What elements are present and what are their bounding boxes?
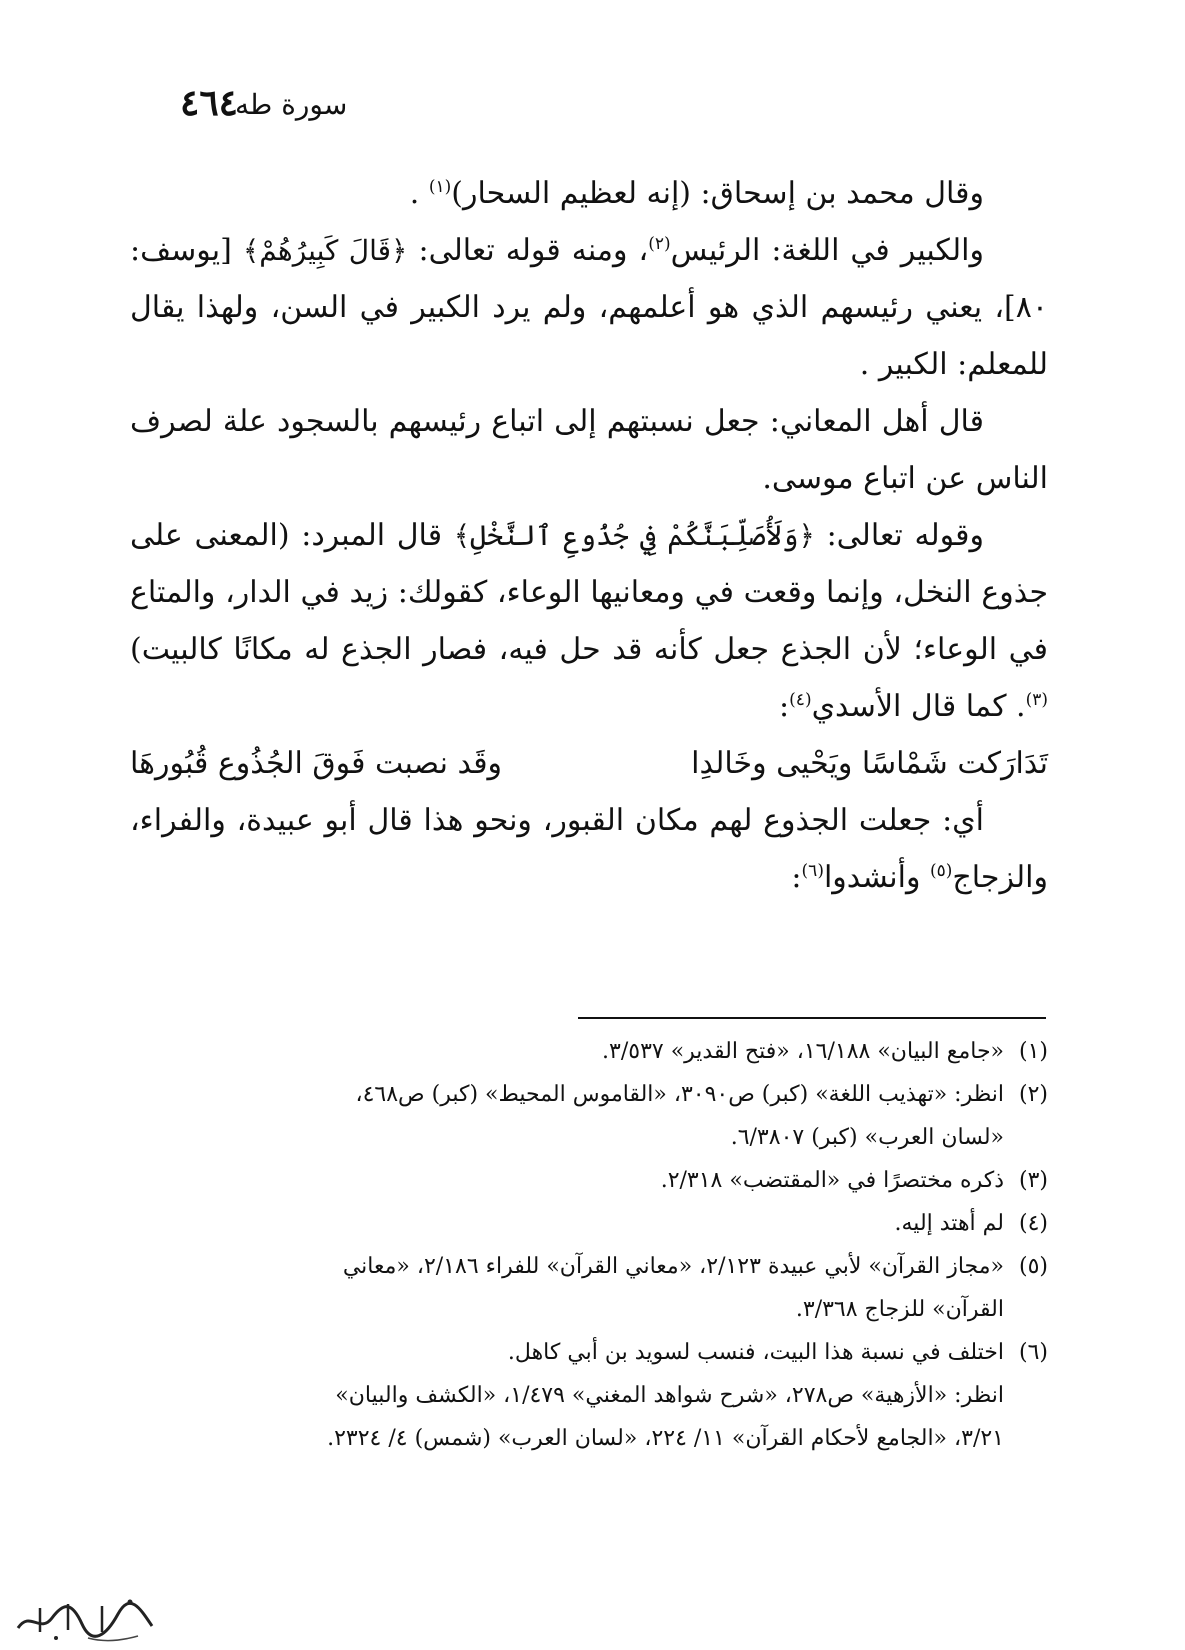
footnote-ref[interactable]: (٥) <box>930 861 953 881</box>
footnote-line: انظر: «تهذيب اللغة» (كبر) ص٣٠٩٠، «القاموس المحيط» (كبر) ص٤٦٨، <box>355 1082 1004 1107</box>
paragraph-text: والكبير في اللغة: الرئيس <box>670 233 984 268</box>
paragraph-1 <box>130 165 1048 222</box>
footnote-number: (٤) <box>1018 1211 1048 1236</box>
footnote-line: ذكره مختصرًا في «المقتضب» ٢/٣١٨. <box>660 1168 1004 1193</box>
paragraph-3: قال أهل المعاني: جعل نسبتهم إلى اتباع رئيسهم بالسجود علة لصرف الناس عن اتباع موسى. <box>130 404 1048 496</box>
footnote-4 <box>115 1202 1048 1245</box>
footnote-line: لم أهتد إليه. <box>894 1211 1004 1236</box>
footnote-number: (٥) <box>1018 1254 1048 1279</box>
paragraph-text: قال المبرد: (المعنى على جذوع النخل، وإنما وقعت في ومعانيها الوعاء، كقولك: زيد في الدار، والمتاع في الوعاء؛ لأن الجذع جعل كأنه قد حل فيه، فصار الجذع له مكانًا كالبيت) <box>130 518 1048 667</box>
footnote-ref[interactable]: (٣) <box>1025 690 1048 710</box>
footnote-1 <box>115 1030 1048 1073</box>
footnote-line: اختلف في نسبة هذا البيت، فنسب لسويد بن أبي كاهل. <box>507 1340 1004 1365</box>
footnote-ref[interactable]: (٤) <box>789 690 812 710</box>
footnote-separator <box>578 1017 1046 1019</box>
paragraph-text: [يوسف: ٨٠]، يعني رئيسهم الذي هو أعلمهم، ولم يرد الكبير في السن، ولهذا يقال للمعلم: الكبير . <box>130 233 1048 382</box>
footnote-3 <box>115 1159 1048 1202</box>
running-title: سورة طه <box>235 88 348 121</box>
footnote-5 <box>115 1245 1048 1331</box>
poem-hemistich-2: وقَد نصبت فَوقَ الجُذُوع قُبُورهَا <box>130 746 503 781</box>
footnote-line: انظر: «الأزهية» ص٢٧٨، «شرح شواهد المغني» ١/٤٧٩، «الكشف والبيان» <box>335 1383 1004 1408</box>
paragraph-text: : <box>779 689 790 724</box>
footnotes <box>115 1030 1048 1460</box>
footnote-2 <box>115 1073 1048 1159</box>
paragraph-text: وأنشدوا <box>823 860 930 895</box>
poem-verse <box>130 735 1048 792</box>
footnote-number: (١) <box>1018 1039 1048 1064</box>
paragraph-text: وقال محمد بن إسحاق: (إنه لعظيم السحار) <box>451 176 984 211</box>
publisher-logo <box>10 1590 160 1645</box>
footnote-line: القرآن» للزجاج ٣/٣٦٨. <box>795 1297 1004 1322</box>
page-number: ٤٦٤ <box>180 82 239 124</box>
footnote-ref[interactable]: (٦) <box>801 861 824 881</box>
paragraph-2 <box>130 222 1048 393</box>
footnote-number: (٢) <box>1018 1082 1048 1107</box>
poem-hemistich-1: تَدَارَكت شَمْاسًا ويَحْيى وخَالدِا <box>691 746 1048 781</box>
main-text <box>130 165 1048 906</box>
footnote-6 <box>115 1331 1048 1460</box>
paragraph-text: . <box>409 176 429 211</box>
paragraph-5 <box>130 792 1048 906</box>
footnote-line: ٣/٢١، «الجامع لأحكام القرآن» ١١/ ٢٢٤، «لسان العرب» (شمس) ٤/ ٢٣٢٤. <box>327 1426 1004 1451</box>
footnote-ref[interactable]: (٢) <box>648 234 671 254</box>
paragraph-text: : <box>791 860 802 895</box>
footnote-line: «لسان العرب» (كبر) ٦/٣٨٠٧. <box>730 1125 1004 1150</box>
footnote-number: (٦) <box>1018 1340 1048 1365</box>
quran-quote: ﴿وَلَأُصَلِّبَنَّكُمْ فِي جُذُوعِ ٱلنَّخْلِ﴾ <box>453 519 815 552</box>
paragraph-text: . كما قال الأسدي <box>811 689 1026 724</box>
paragraph-text: وقوله تعالى: <box>814 518 984 553</box>
paragraph-text: ، ومنه قوله تعالى: <box>407 233 649 268</box>
footnote-line: «جامع البيان» ١٦/١٨٨، «فتح القدير» ٣/٥٣٧. <box>602 1039 1004 1064</box>
footnote-line: «مجاز القرآن» لأبي عبيدة ٢/١٢٣، «معاني القرآن» للفراء ٢/١٨٦، «معاني <box>342 1254 1004 1279</box>
paragraph-4 <box>130 507 1048 735</box>
page-header <box>0 82 1185 132</box>
footnote-number: (٣) <box>1018 1168 1048 1193</box>
quran-quote: ﴿قَالَ كَبِيرُهُمْ﴾ <box>242 234 408 267</box>
paragraph-text: أي: جعلت الجذوع لهم مكان القبور، ونحو هذا قال أبو عبيدة، والفراء، والزجاج <box>130 803 1048 895</box>
footnote-ref[interactable]: (١) <box>428 177 452 197</box>
